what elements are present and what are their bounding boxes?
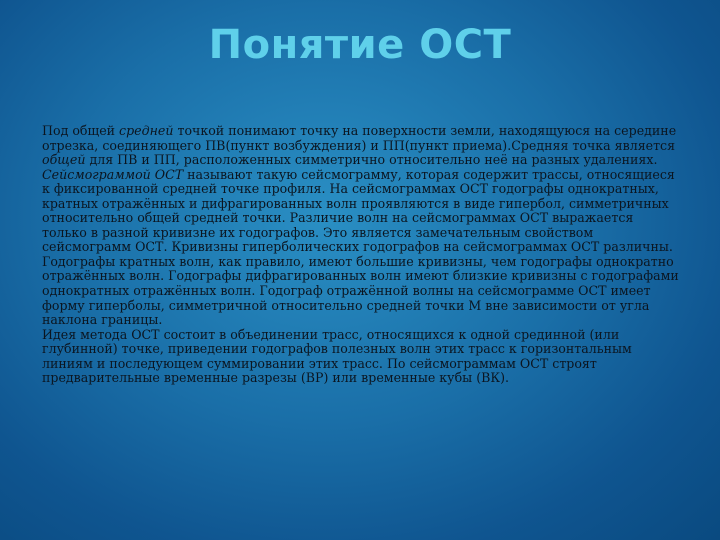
paragraph-method-idea	[42, 328, 682, 386]
paragraph-definition-midpoint	[42, 124, 682, 168]
text-run: Идея метода ОСТ состоит в объединении трасс, относящихся к одной срединной (или глубинной) точке, приведении годографов полезных волн этих трасс к горизонтальным линиям и последующем суммировании этих трасс. По сейсмограммам ОСТ строят предварительные временные разрезы (ВР) или временные кубы (ВК).	[42, 326, 632, 386]
paragraph-definition-seismogram	[42, 168, 682, 328]
italic-term-seismogram-ost: Сейсмограммой ОСТ	[42, 166, 184, 182]
slide-title: Понятие ОСТ	[208, 22, 512, 68]
italic-term-obshchey: общей	[42, 152, 86, 168]
text-run: Под общей	[42, 123, 120, 138]
text-run: точкой понимают точку на поверхности земли, находящуюся на середине отрезка, соединяющего ПВ(пункт возбуждения) и ПП(пункт приема).Средняя точка является	[42, 123, 677, 153]
italic-term-sredney: средней	[119, 123, 174, 138]
slide-body	[42, 124, 682, 386]
text-run: для ПВ и ПП, расположенных симметрично относительно неё на разных удалениях.	[85, 152, 658, 168]
text-run: называют такую сейсмограмму, которая содержит трассы, относящиеся к фиксированной средней точке профиля. На сейсмограммах ОСТ годографы однократных, кратных отражённых и дифрагированных волн проявляются в виде гипербол, симметричных относительно общей средней точки. Различие волн на сейсмограммах ОСТ выражается только в разной кривизне их годографов. Это является замечательным свойством сейсмограмм ОСТ. Кривизны гиперболических годографов на сейсмограммах ОСТ различны. Годографы кратных волн, как правило, имеют большие кривизны, чем годографы однократно отражённых волн. Годографы дифрагированных волн имеют близкие кривизны с годографами однократных отражённых волн. Годограф отражённой волны на сейсмограмме ОСТ имеет форму гиперболы, симметричной относительно средней точки М вне зависимости от угла наклона границы.	[42, 166, 679, 328]
